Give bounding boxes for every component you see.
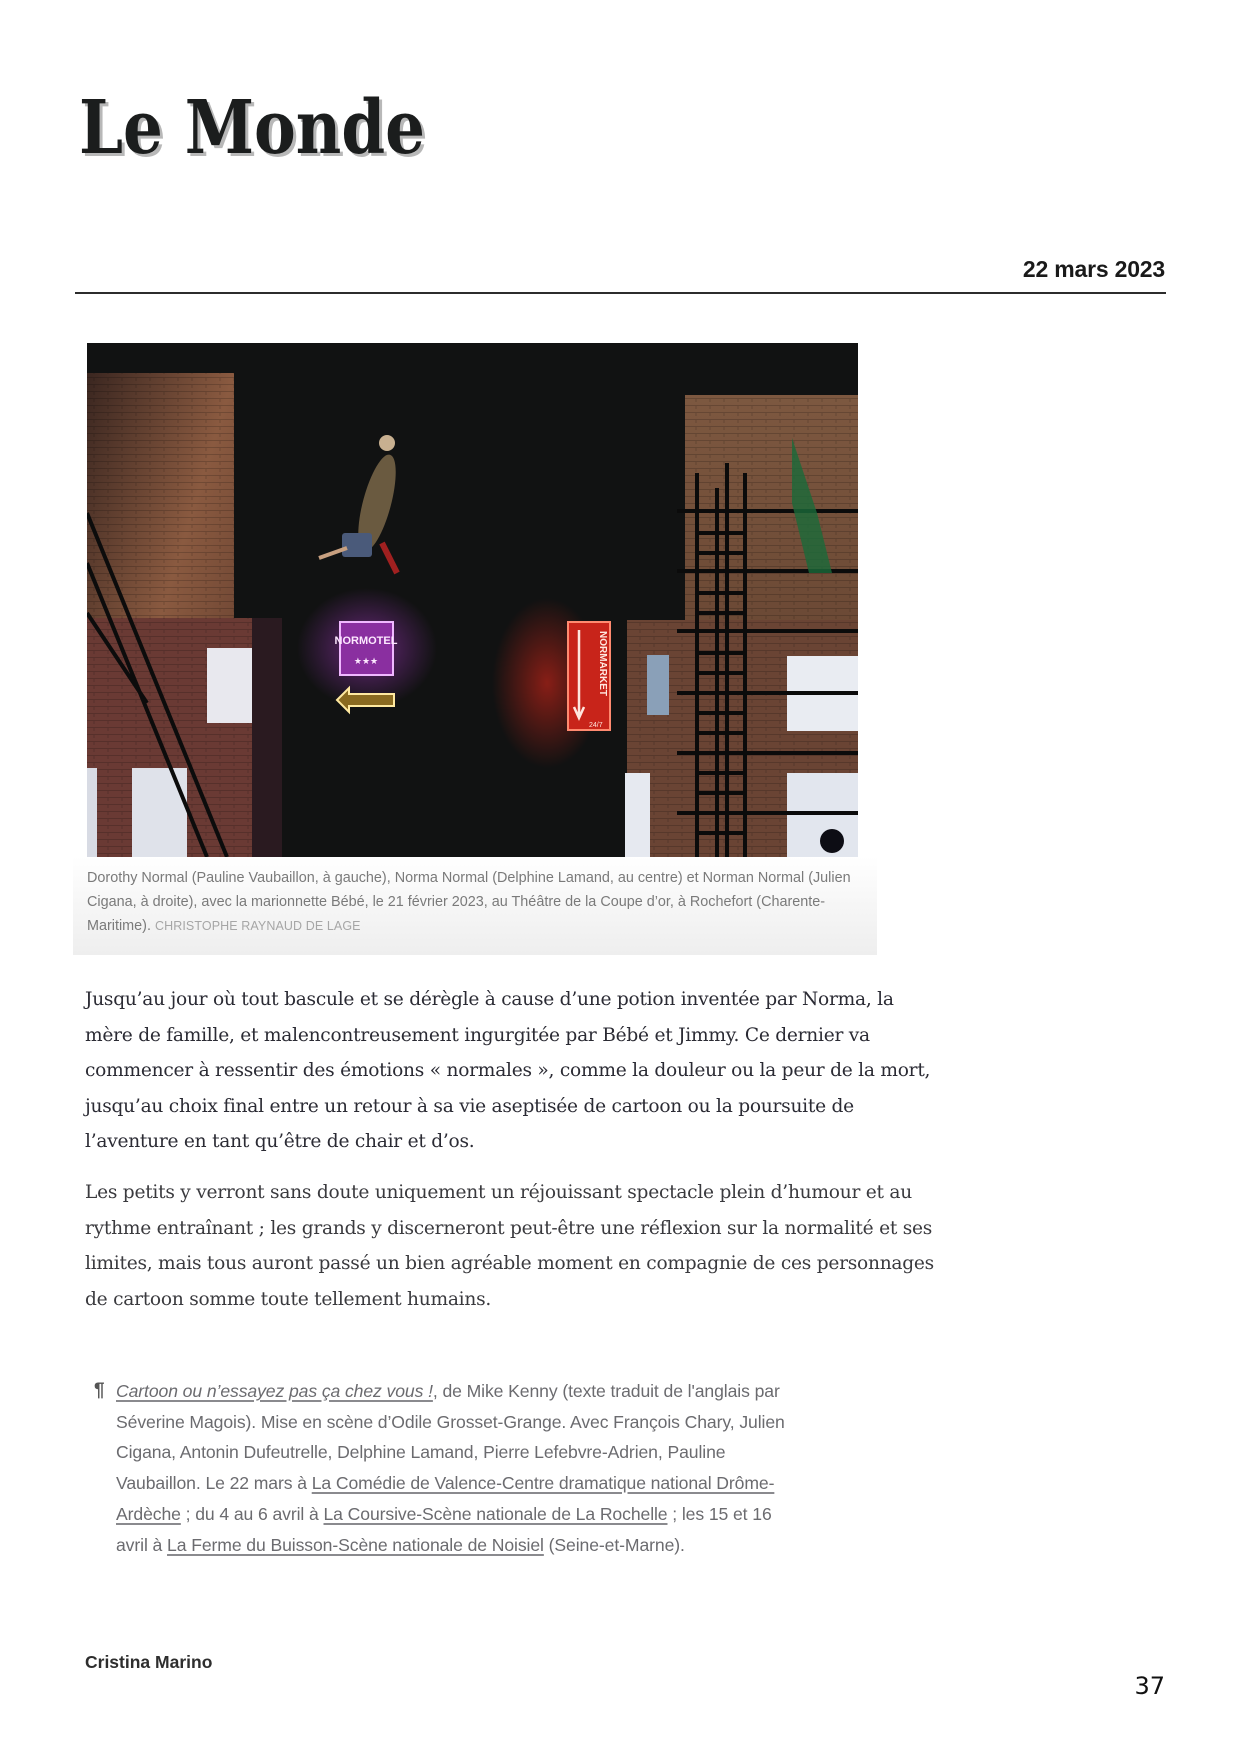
author-name: Cristina Marino bbox=[85, 1652, 213, 1672]
photo-caption bbox=[87, 866, 877, 938]
pilcrow-icon: ¶ bbox=[94, 1380, 105, 1401]
le-monde-logo bbox=[78, 88, 434, 172]
article-paragraph: Les petits y verront sans doute uniquement un réjouissant spectacle plein d’humour et au rythme entraînant ; les grands y discerneront peut-être une réflexion sur la normalité et ses limites, mais tous auront passé un bien agréable moment en compagnie de ces personnages de cartoon somme toute tellement humains. bbox=[85, 1182, 934, 1310]
left-building bbox=[87, 373, 255, 857]
stage-photo bbox=[87, 343, 858, 857]
venue-link-la-rochelle[interactable]: La Coursive-Scène nationale de La Rochelle bbox=[323, 1503, 668, 1524]
venue-link-noisiel[interactable]: La Ferme du Buisson-Scène nationale de Noisiel bbox=[167, 1534, 544, 1555]
logo-shadow: Le Monde bbox=[82, 88, 428, 172]
sign-market-text: NORMARKET bbox=[597, 631, 608, 696]
photo-credit: CHRISTOPHE RAYNAUD DE LAGE bbox=[154, 919, 361, 933]
show-info bbox=[116, 1376, 796, 1560]
info-text: ; les 15 et 16 avril à bbox=[116, 1503, 772, 1555]
sign-market-hours: 24/7 bbox=[589, 722, 603, 729]
show-title-link[interactable]: Cartoon ou n’essayez pas ça chez vous ! bbox=[116, 1381, 433, 1401]
info-text: , de Mike Kenny (texte traduit de l'anglais par Séverine Magois). Mise en scène d’Odile Grosset-Grange. Avec François Chary, Julien Cigana, Antonin Dufeutrelle, Delphine Lamand, Pierre Lefebvre-Adrien, Pauline Vaubaillon. Le 22 mars à bbox=[116, 1381, 785, 1494]
logo-text: Le Monde bbox=[79, 88, 425, 171]
publication-date: 22 mars 2023 bbox=[1022, 256, 1165, 282]
neon-sign-normotel bbox=[297, 588, 437, 708]
page-number: 37 bbox=[1134, 1672, 1165, 1700]
header-rule bbox=[75, 292, 1166, 294]
info-text: (Seine-et-Marne). bbox=[543, 1534, 685, 1555]
article-paragraph: Jusqu’au jour où tout bascule et se dérègle à cause d’une potion inventée par Norma, la mère de famille, et malencontreusement ingurgitée par Bébé et Jimmy. Ce dernier va commencer à ressentir des émotions « normales », comme la douleur ou la peur de la mort, jusqu’au choix final entre un retour à sa vie aseptisée de cartoon ou la poursuite de l’aventure en tant qu’être de chair et d’os. bbox=[85, 989, 931, 1153]
sign-motel-stars: ★★★ bbox=[353, 657, 379, 667]
caption-text: Dorothy Normal (Pauline Vaubaillon, à gauche), Norma Normal (Delphine Lamand, au centre) et Norman Normal (Julien Cigana, à droite), avec la marionnette Bébé, le 21 février 2023, au Théâtre de la Coupe d’or, à Rochefort (Charente-Maritime). bbox=[87, 870, 851, 934]
venue-link-valence[interactable]: La Comédie de Valence-Centre dramatique national Drôme-Ardèche bbox=[116, 1473, 775, 1524]
sign-motel-text: NORMOTEL bbox=[334, 635, 398, 647]
info-text: ; du 4 au 6 avril à bbox=[180, 1503, 324, 1524]
